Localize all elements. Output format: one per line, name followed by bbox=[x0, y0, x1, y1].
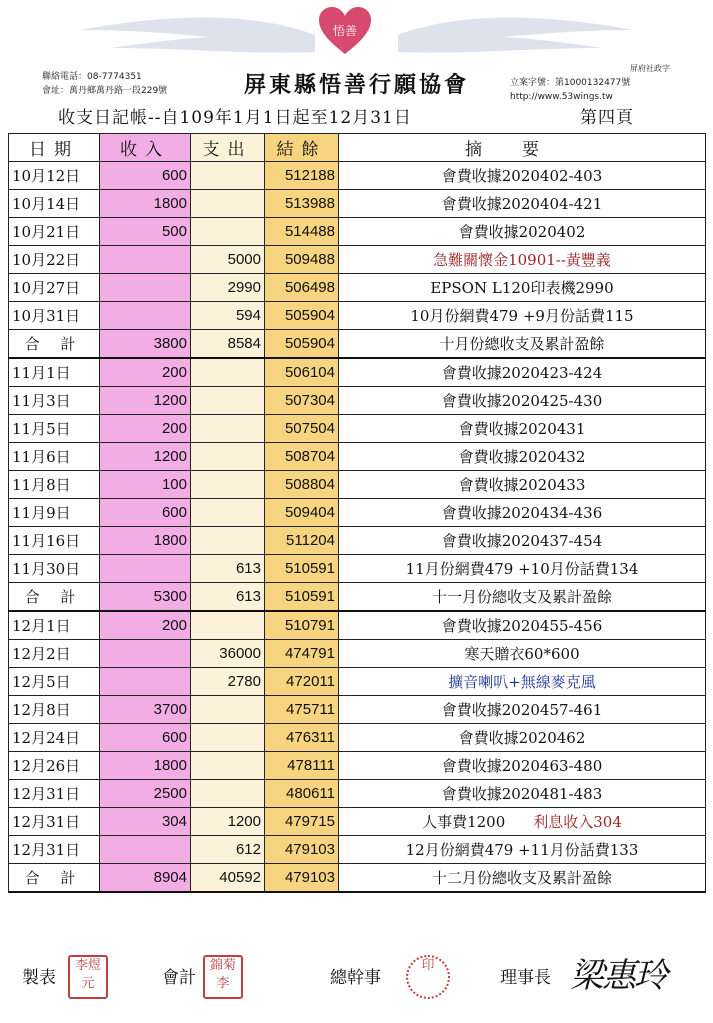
cell-expense: 612 bbox=[191, 836, 265, 864]
cell-balance: 478111 bbox=[265, 752, 339, 780]
secretary-seal: 印 bbox=[406, 955, 450, 999]
cell-note bbox=[339, 724, 706, 752]
cell-note bbox=[339, 555, 706, 583]
cell-income: 1800 bbox=[100, 527, 191, 555]
accountant-seal: 錦菊李 bbox=[203, 955, 243, 999]
cell-expense bbox=[191, 752, 265, 780]
prepared-seal: 李煜元 bbox=[68, 955, 108, 999]
accountant-label: 會計 bbox=[162, 968, 196, 988]
cell-balance: 479103 bbox=[265, 836, 339, 864]
note-text: 會費收據2020463-480 bbox=[441, 757, 603, 775]
cell-balance: 475711 bbox=[265, 696, 339, 724]
table-row bbox=[9, 668, 706, 696]
cell-balance: 512188 bbox=[265, 162, 339, 190]
cell-expense: 2990 bbox=[191, 274, 265, 302]
cell-note bbox=[339, 864, 706, 893]
cell-expense: 594 bbox=[191, 302, 265, 330]
note-text: 會費收據2020431 bbox=[458, 420, 586, 438]
cell-balance: 513988 bbox=[265, 190, 339, 218]
org-name: 屏東縣悟善行願協會 bbox=[243, 72, 469, 98]
cell-note bbox=[339, 358, 706, 387]
cell-note bbox=[339, 780, 706, 808]
note-text: 10月份網費479 +9月份話費115 bbox=[410, 307, 634, 325]
note-text: 會費收據2020457-461 bbox=[441, 701, 603, 719]
cell-income: 600 bbox=[100, 162, 191, 190]
table-row bbox=[9, 527, 706, 555]
col-income: 收入 bbox=[100, 134, 191, 162]
cell-income bbox=[100, 640, 191, 668]
contact-phone: 聯絡電話：08-7774351 bbox=[42, 72, 142, 82]
cell-expense bbox=[191, 190, 265, 218]
cell-note bbox=[339, 330, 706, 359]
ledger-subtitle: 收支日記帳--自109年1月1日起至12月31日 bbox=[58, 108, 412, 128]
note-text: 會費收據2020462 bbox=[458, 729, 586, 747]
cell-note bbox=[339, 387, 706, 415]
col-note: 摘要 bbox=[339, 134, 706, 162]
cell-date: 12月31日 bbox=[9, 780, 100, 808]
prepared-by-label: 製表 bbox=[22, 968, 56, 988]
cell-income: 500 bbox=[100, 218, 191, 246]
cell-income bbox=[100, 302, 191, 330]
table-row bbox=[9, 808, 706, 836]
cell-expense bbox=[191, 499, 265, 527]
cell-date: 11月6日 bbox=[9, 443, 100, 471]
cell-date: 合 計 bbox=[9, 864, 100, 893]
cell-balance: 507304 bbox=[265, 387, 339, 415]
cell-date: 12月31日 bbox=[9, 836, 100, 864]
cell-date: 11月3日 bbox=[9, 387, 100, 415]
note-text: 會費收據2020402-403 bbox=[441, 167, 603, 185]
cell-note bbox=[339, 611, 706, 640]
cell-income: 600 bbox=[100, 724, 191, 752]
page-number: 第四頁 bbox=[580, 108, 634, 128]
col-balance: 結餘 bbox=[265, 134, 339, 162]
cell-date: 12月31日 bbox=[9, 808, 100, 836]
cell-balance: 511204 bbox=[265, 527, 339, 555]
ledger-table bbox=[8, 133, 706, 893]
table-row bbox=[9, 274, 706, 302]
cell-expense bbox=[191, 527, 265, 555]
note-text: 十二月份總收支及累計盈餘 bbox=[431, 869, 612, 887]
cell-expense bbox=[191, 387, 265, 415]
note-text: 會費收據2020434-436 bbox=[441, 504, 603, 522]
table-row bbox=[9, 611, 706, 640]
table-row bbox=[9, 780, 706, 808]
note-text: 會費收據2020455-456 bbox=[441, 617, 603, 635]
table-row bbox=[9, 724, 706, 752]
cell-income: 600 bbox=[100, 499, 191, 527]
cell-income bbox=[100, 555, 191, 583]
cell-expense: 613 bbox=[191, 583, 265, 612]
cell-expense bbox=[191, 443, 265, 471]
note-text: 會費收據2020433 bbox=[458, 476, 586, 494]
cell-balance: 472011 bbox=[265, 668, 339, 696]
cell-date: 11月30日 bbox=[9, 555, 100, 583]
note-text: 十一月份總收支及累計盈餘 bbox=[431, 588, 612, 606]
col-date: 日期 bbox=[9, 134, 100, 162]
cell-balance: 510791 bbox=[265, 611, 339, 640]
cell-expense: 1200 bbox=[191, 808, 265, 836]
cell-income: 1800 bbox=[100, 752, 191, 780]
table-row bbox=[9, 415, 706, 443]
cell-income bbox=[100, 836, 191, 864]
cell-balance: 479715 bbox=[265, 808, 339, 836]
cell-balance: 505904 bbox=[265, 330, 339, 359]
table-row bbox=[9, 162, 706, 190]
note-text: 會費收據2020423-424 bbox=[441, 364, 603, 382]
ledger-body bbox=[9, 162, 706, 893]
note-text: EPSON L120印表機2990 bbox=[430, 279, 614, 297]
table-row bbox=[9, 499, 706, 527]
table-row bbox=[9, 471, 706, 499]
cell-income: 304 bbox=[100, 808, 191, 836]
cell-balance: 506498 bbox=[265, 274, 339, 302]
note-text-secondary: 利息收入304 bbox=[533, 813, 622, 831]
cell-balance: 508704 bbox=[265, 443, 339, 471]
cell-note bbox=[339, 640, 706, 668]
cell-date: 12月5日 bbox=[9, 668, 100, 696]
cell-balance: 510591 bbox=[265, 555, 339, 583]
cell-expense: 8584 bbox=[191, 330, 265, 359]
cell-income: 2500 bbox=[100, 780, 191, 808]
cell-note bbox=[339, 836, 706, 864]
table-header-row bbox=[9, 134, 706, 162]
chairman-label: 理事長 bbox=[500, 968, 551, 988]
cell-note bbox=[339, 415, 706, 443]
note-text: 會費收據2020437-454 bbox=[441, 532, 603, 550]
cell-date: 11月1日 bbox=[9, 358, 100, 387]
cell-income: 5300 bbox=[100, 583, 191, 612]
chairman-signature: 梁惠玲 bbox=[570, 956, 666, 996]
cell-balance: 510591 bbox=[265, 583, 339, 612]
cell-date: 11月5日 bbox=[9, 415, 100, 443]
note-text: 11月份網費479 +10月份話費134 bbox=[405, 560, 639, 578]
note-text: 急難關懷金10901--黃豐義 bbox=[433, 251, 611, 269]
cell-balance: 476311 bbox=[265, 724, 339, 752]
cell-income: 1800 bbox=[100, 190, 191, 218]
cell-note bbox=[339, 471, 706, 499]
cell-expense: 2780 bbox=[191, 668, 265, 696]
note-text: 人事費1200 bbox=[422, 813, 506, 831]
cell-balance: 514488 bbox=[265, 218, 339, 246]
cell-income bbox=[100, 246, 191, 274]
cell-balance: 505904 bbox=[265, 302, 339, 330]
cell-income: 1200 bbox=[100, 387, 191, 415]
cell-note bbox=[339, 808, 706, 836]
col-expense: 支出 bbox=[191, 134, 265, 162]
cell-expense bbox=[191, 358, 265, 387]
table-row bbox=[9, 696, 706, 724]
registration-info bbox=[510, 64, 670, 104]
website-link[interactable]: http://www.53wings.tw bbox=[510, 92, 613, 102]
cell-note bbox=[339, 527, 706, 555]
cell-date: 10月21日 bbox=[9, 218, 100, 246]
cell-balance: 507504 bbox=[265, 415, 339, 443]
cell-date: 10月27日 bbox=[9, 274, 100, 302]
cell-expense: 5000 bbox=[191, 246, 265, 274]
secretary-label: 總幹事 bbox=[330, 968, 381, 988]
cell-date: 12月2日 bbox=[9, 640, 100, 668]
cell-date: 12月1日 bbox=[9, 611, 100, 640]
cell-note bbox=[339, 443, 706, 471]
cell-balance: 474791 bbox=[265, 640, 339, 668]
table-row bbox=[9, 752, 706, 780]
registration-note: 屏府社政字 bbox=[630, 64, 670, 73]
cell-date: 12月26日 bbox=[9, 752, 100, 780]
cell-date: 12月8日 bbox=[9, 696, 100, 724]
contact-address: 會址：萬丹鄉萬丹路一段229號 bbox=[42, 86, 168, 96]
table-row bbox=[9, 358, 706, 387]
table-row bbox=[9, 190, 706, 218]
note-text: 寒天贈衣60*600 bbox=[464, 645, 580, 663]
cell-expense bbox=[191, 780, 265, 808]
cell-note bbox=[339, 274, 706, 302]
note-text: 會費收據2020404-421 bbox=[441, 195, 603, 213]
cell-balance: 509488 bbox=[265, 246, 339, 274]
cell-date: 10月31日 bbox=[9, 302, 100, 330]
table-row bbox=[9, 555, 706, 583]
cell-date: 11月8日 bbox=[9, 471, 100, 499]
registration-number: 立案字號：第1000132477號 bbox=[510, 78, 631, 88]
note-text: 12月份網費479 +11月份話費133 bbox=[405, 841, 639, 859]
summary-row bbox=[9, 864, 706, 893]
cell-expense: 40592 bbox=[191, 864, 265, 893]
cell-expense bbox=[191, 724, 265, 752]
cell-expense bbox=[191, 162, 265, 190]
cell-expense bbox=[191, 415, 265, 443]
cell-income: 200 bbox=[100, 358, 191, 387]
cell-balance: 506104 bbox=[265, 358, 339, 387]
table-row bbox=[9, 836, 706, 864]
cell-expense bbox=[191, 611, 265, 640]
summary-row bbox=[9, 583, 706, 612]
table-row bbox=[9, 640, 706, 668]
cell-note bbox=[339, 218, 706, 246]
cell-date: 10月22日 bbox=[9, 246, 100, 274]
cell-note bbox=[339, 668, 706, 696]
cell-balance: 509404 bbox=[265, 499, 339, 527]
cell-date: 10月14日 bbox=[9, 190, 100, 218]
note-text: 會費收據2020425-430 bbox=[441, 392, 603, 410]
cell-date: 11月9日 bbox=[9, 499, 100, 527]
cell-income: 200 bbox=[100, 611, 191, 640]
note-text: 會費收據2020432 bbox=[458, 448, 586, 466]
cell-date: 12月24日 bbox=[9, 724, 100, 752]
cell-expense bbox=[191, 218, 265, 246]
cell-note bbox=[339, 190, 706, 218]
cell-date: 10月12日 bbox=[9, 162, 100, 190]
note-text: 會費收據2020402 bbox=[458, 223, 586, 241]
cell-note bbox=[339, 499, 706, 527]
cell-note bbox=[339, 162, 706, 190]
cell-income bbox=[100, 274, 191, 302]
note-text: 擴音喇叭+無線麥克風 bbox=[448, 673, 596, 691]
cell-expense bbox=[191, 696, 265, 724]
note-text: 十月份總收支及累計盈餘 bbox=[439, 335, 605, 353]
table-row bbox=[9, 218, 706, 246]
cell-note bbox=[339, 583, 706, 612]
cell-income: 3700 bbox=[100, 696, 191, 724]
cell-note bbox=[339, 302, 706, 330]
table-row bbox=[9, 443, 706, 471]
table-row bbox=[9, 302, 706, 330]
cell-date: 合 計 bbox=[9, 330, 100, 359]
table-row bbox=[9, 246, 706, 274]
cell-note bbox=[339, 752, 706, 780]
cell-note bbox=[339, 246, 706, 274]
note-text: 會費收據2020481-483 bbox=[441, 785, 603, 803]
cell-balance: 508804 bbox=[265, 471, 339, 499]
cell-income bbox=[100, 668, 191, 696]
cell-income: 1200 bbox=[100, 443, 191, 471]
cell-income: 100 bbox=[100, 471, 191, 499]
cell-income: 200 bbox=[100, 415, 191, 443]
cell-note bbox=[339, 696, 706, 724]
cell-expense bbox=[191, 471, 265, 499]
cell-expense: 613 bbox=[191, 555, 265, 583]
cell-balance: 479103 bbox=[265, 864, 339, 893]
cell-expense: 36000 bbox=[191, 640, 265, 668]
table-row bbox=[9, 387, 706, 415]
cell-date: 11月16日 bbox=[9, 527, 100, 555]
summary-row bbox=[9, 330, 706, 359]
cell-income: 3800 bbox=[100, 330, 191, 359]
cell-income: 8904 bbox=[100, 864, 191, 893]
emblem-text: 悟善 bbox=[332, 24, 357, 38]
cell-date: 合 計 bbox=[9, 583, 100, 612]
cell-balance: 480611 bbox=[265, 780, 339, 808]
